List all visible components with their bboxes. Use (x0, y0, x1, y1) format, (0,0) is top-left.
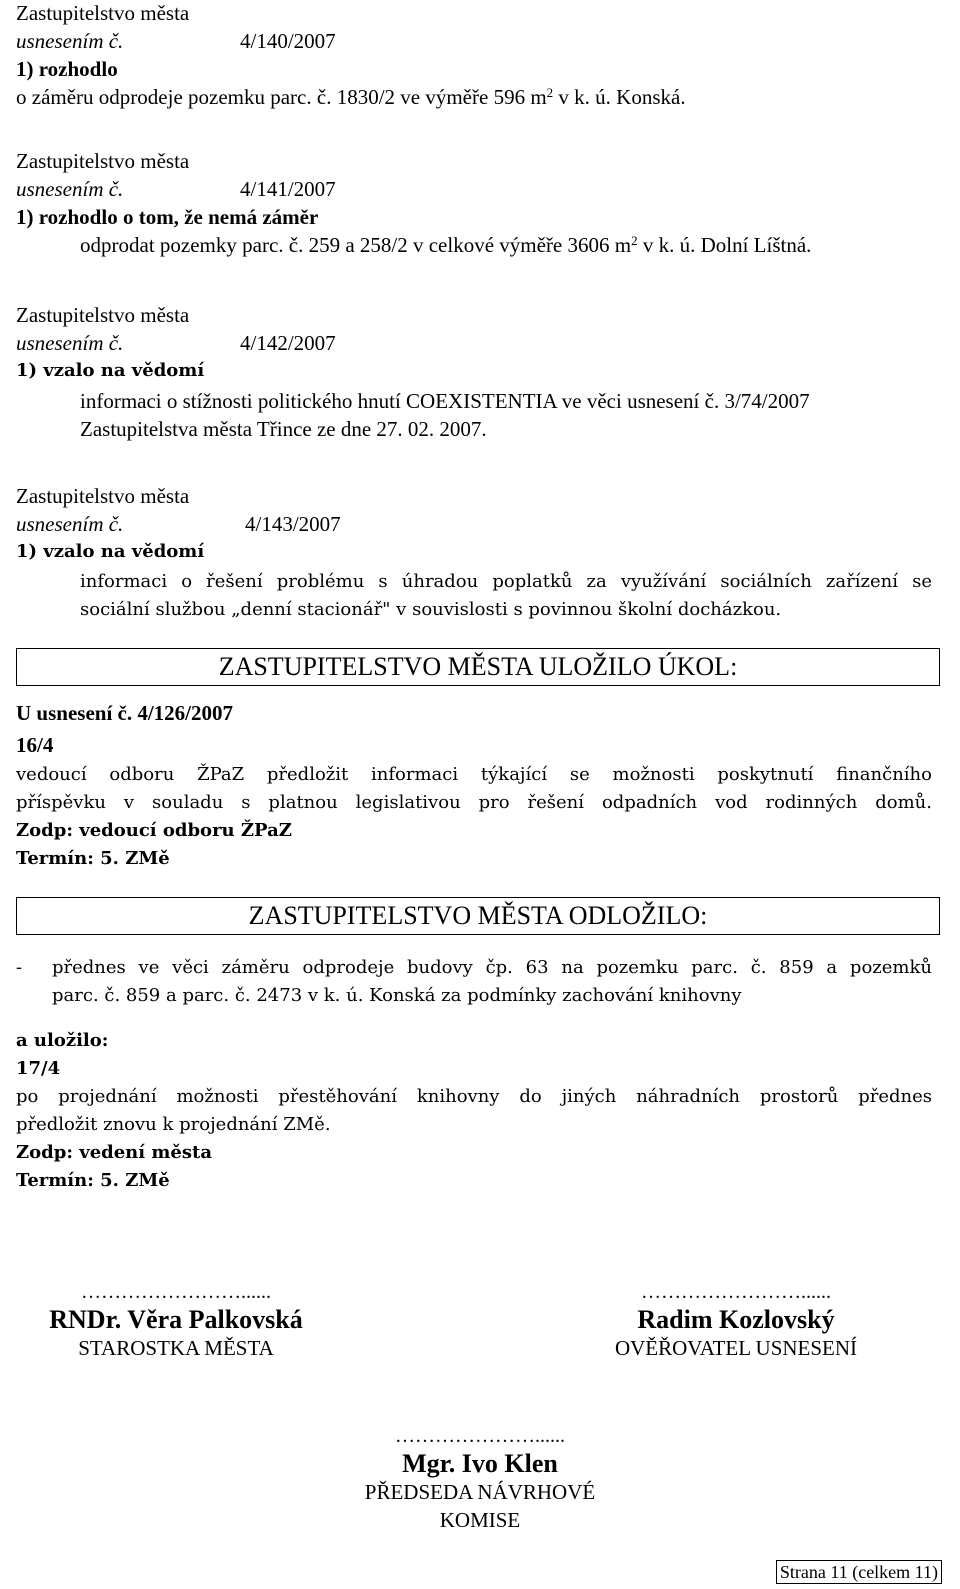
page-number: Strana 11 (celkem 11) (776, 1560, 942, 1584)
task-number: 17/4 (16, 1058, 61, 1079)
text-part: v k. ú. Konská. (553, 85, 686, 109)
text-part: v k. ú. Dolní Líštná. (637, 233, 812, 257)
ulozilo-label: a uložilo: (16, 1030, 109, 1051)
signature-name: RNDr. Věra Palkovská (49, 1305, 303, 1334)
signature-dots: …………………...... (395, 1425, 565, 1447)
superscript: 2 (631, 233, 638, 248)
signature-bottom (320, 1422, 640, 1534)
resolution-ref: U usnesení č. 4/126/2007 (16, 701, 234, 725)
signature-role: KOMISE (439, 1508, 521, 1532)
signature-dots: ……………………...... (81, 1281, 271, 1303)
task-deadline: Termín: 5. ZMě (16, 848, 170, 869)
task-text-line1: po projednání možnosti přestěhování knihovny do jiných náhradních prostorů přednes (16, 1086, 932, 1107)
signature-left (16, 1278, 336, 1362)
task-text-line2: příspěvku v souladu s platnou legislativou pro řešení odpadních vod rodinných domů. (16, 792, 932, 813)
resolution-action: 1) vzalo na vědomí (16, 541, 205, 562)
task-number: 16/4 (16, 733, 54, 757)
postponed-item-line2: parc. č. 859 a parc. č. 2473 v k. ú. Konská za podmínky zachování knihovny (52, 985, 742, 1006)
resolution-number: 4/142/2007 (240, 331, 336, 355)
resolution-prefix (16, 28, 123, 54)
resolution-prefix: usnesením č. (16, 331, 124, 355)
text-part: odprodat pozemky parc. č. 259 a 258/2 v celkové výměře 3606 m (80, 233, 632, 257)
text-part: o záměru odprodeje pozemku parc. č. 1830/2 ve výměře 596 m (16, 85, 547, 109)
resolution-body: Zastupitelstvo města (16, 149, 190, 173)
task-responsible: Zodp: vedoucí odboru ŽPaZ (16, 820, 292, 841)
section-heading: ZASTUPITELSTVO MĚSTA ULOŽILO ÚKOL: (16, 648, 940, 686)
section-heading: ZASTUPITELSTVO MĚSTA ODLOŽILO: (16, 897, 940, 935)
resolution-body: Zastupitelstvo města (16, 484, 190, 508)
resolution-text-line1: informaci o stížnosti politického hnutí COEXISTENTIA ve věci usnesení č. 3/74/2007 (80, 389, 810, 413)
list-dash: - (16, 957, 23, 978)
task-text-line1: vedoucí odboru ŽPaZ předložit informaci týkající se možnosti poskytnutí finančního (16, 764, 932, 785)
resolution-number: 4/141/2007 (240, 177, 336, 201)
signature-role: STAROSTKA MĚSTA (78, 1336, 274, 1360)
superscript: 2 (546, 85, 554, 100)
signature-name: Mgr. Ivo Klen (402, 1449, 558, 1478)
signature-role: OVĚŘOVATEL USNESENÍ (614, 1336, 858, 1360)
resolution-text-line1: informaci o řešení problému s úhradou poplatků za využívání sociálních zařízení se (80, 571, 932, 592)
signature-role: PŘEDSEDA NÁVRHOVÉ (364, 1480, 596, 1504)
resolution-number: 4/140/2007 (240, 29, 336, 53)
resolution-text (16, 84, 686, 110)
resolution-body: Zastupitelstvo města (16, 303, 190, 327)
resolution-prefix: usnesením č. (16, 177, 124, 201)
resolution-text (80, 232, 811, 258)
resolution-number: 4/143/2007 (245, 512, 341, 536)
resolution-action: 1) vzalo na vědomí (16, 360, 205, 381)
postponed-item-line1: přednes ve věci záměru odprodeje budovy čp. 63 na pozemku parc. č. 859 a pozemků (52, 957, 932, 978)
resolution-body: Zastupitelstvo města (16, 1, 190, 25)
resolution-prefix: usnesením č. (16, 512, 124, 536)
task-responsible: Zodp: vedení města (16, 1142, 212, 1163)
task-text-line2: předložit znovu k projednání ZMě. (16, 1114, 331, 1135)
prefix-text: usnesením č. (16, 29, 124, 53)
resolution-action: 1) rozhodlo o tom, že nemá záměr (16, 205, 319, 229)
resolution-text-line2: sociální službou „denní stacionář" v souvislosti s povinnou školní docházkou. (80, 599, 782, 620)
resolution-action: 1) rozhodlo (16, 57, 118, 81)
signature-dots: ……………………...... (641, 1281, 831, 1303)
signature-right (576, 1278, 896, 1362)
signature-name: Radim Kozlovský (637, 1305, 835, 1334)
task-deadline: Termín: 5. ZMě (16, 1170, 170, 1191)
resolution-text-line2: Zastupitelstva města Třince ze dne 27. 02. 2007. (80, 417, 487, 441)
